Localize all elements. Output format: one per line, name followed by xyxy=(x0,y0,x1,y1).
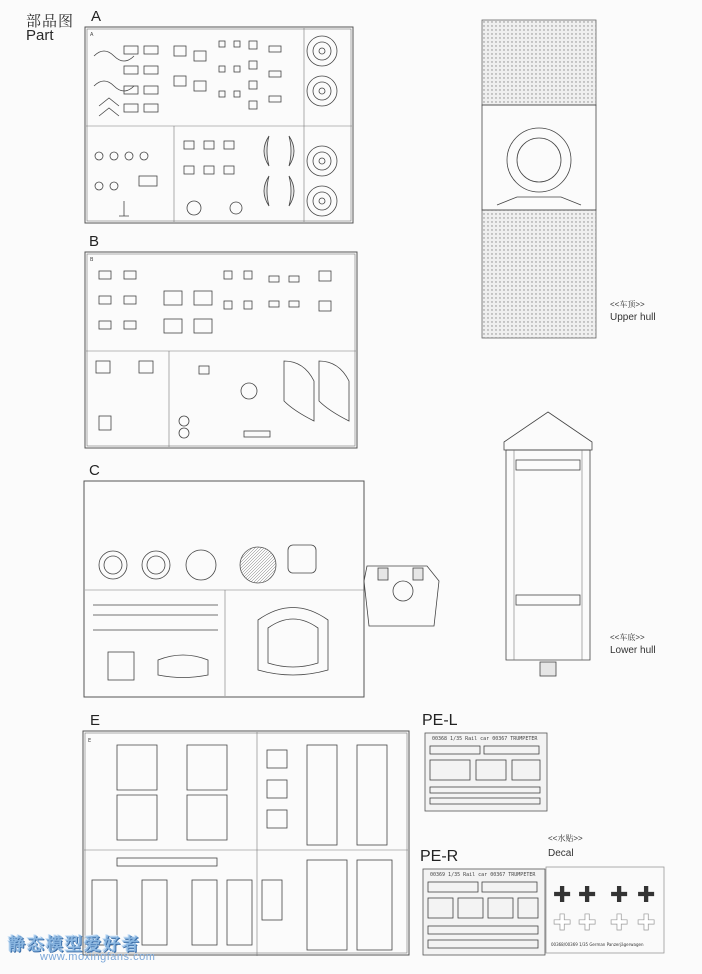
balkenkreuz-icon: ✚ xyxy=(578,883,597,908)
balkenkreuz-outline-icon: ✚ xyxy=(578,911,597,936)
page-title-en: Part xyxy=(26,27,54,44)
watermark-url: www.moxingfans.com xyxy=(40,951,156,963)
sprue-a-label: A xyxy=(91,8,102,25)
sprue-b xyxy=(84,251,360,451)
upper-hull-label-cn: <<车顶>> xyxy=(610,300,645,309)
sprue-e-label: E xyxy=(90,712,101,729)
sprue-c-label: C xyxy=(89,462,100,479)
balkenkreuz-icon: ✚ xyxy=(553,883,572,908)
balkenkreuz-icon: ✚ xyxy=(637,883,656,908)
lower-hull-drawing xyxy=(500,410,596,680)
pe-l-fret xyxy=(424,732,550,814)
decal-sheet xyxy=(545,866,667,956)
pe-l-label: PE-L xyxy=(422,712,458,729)
pe-r-fret xyxy=(422,868,548,958)
lower-hull-label-cn: <<车底>> xyxy=(610,633,645,642)
page-title-cn: 部品图 xyxy=(26,13,75,30)
pe-r-label: PE-R xyxy=(420,848,459,865)
balkenkreuz-outline-icon: ✚ xyxy=(553,911,572,936)
sprue-b-label: B xyxy=(89,233,100,250)
upper-hull-drawing xyxy=(482,20,598,340)
balkenkreuz-outline-icon: ✚ xyxy=(610,911,629,936)
watermark-cn: 静态模型爱好者 xyxy=(8,935,141,954)
svg-text:B: B xyxy=(90,257,94,263)
decal-label-cn: <<水贴>> xyxy=(548,834,583,843)
pe-l-header: 00368 1/35 Rail car 00367 TRUMPETER xyxy=(432,736,538,742)
svg-text:E: E xyxy=(88,738,92,744)
decal-caption: 00368/00369 1/35 German Panzerjägerwagen xyxy=(551,942,644,947)
svg-text:A: A xyxy=(90,32,94,38)
pe-r-header: 00369 1/35 Rail car 00367 TRUMPETER xyxy=(430,872,536,878)
lower-hull-label-en: Lower hull xyxy=(610,645,656,656)
turret-part xyxy=(355,556,445,636)
balkenkreuz-icon: ✚ xyxy=(610,883,629,908)
sprue-e xyxy=(82,730,412,958)
sprue-c xyxy=(83,480,368,700)
decal-label-en: Decal xyxy=(548,848,574,859)
upper-hull-label-en: Upper hull xyxy=(610,312,656,323)
balkenkreuz-outline-icon: ✚ xyxy=(637,911,656,936)
sprue-a xyxy=(84,26,356,226)
